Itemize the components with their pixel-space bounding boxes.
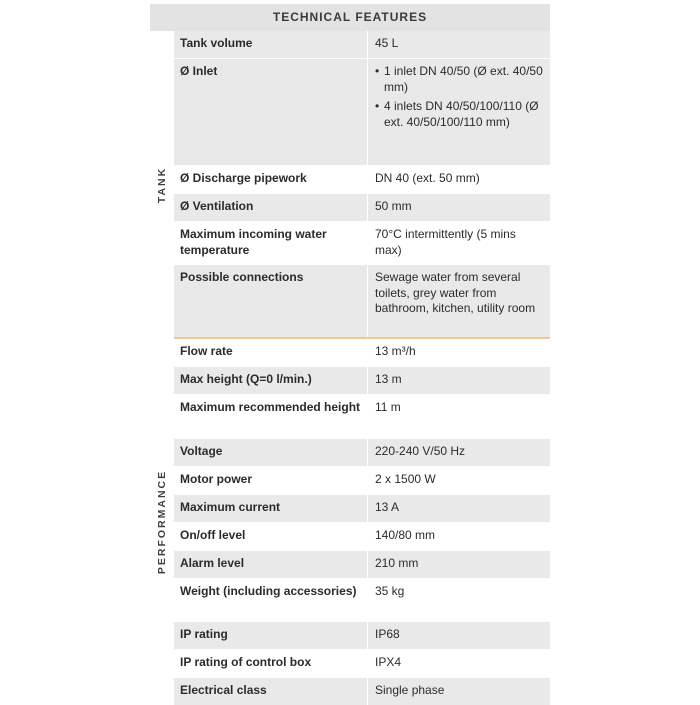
performance-rows: [174, 339, 550, 705]
feature-label: Tank volume: [174, 31, 368, 58]
feature-label: Maximum current: [174, 495, 368, 522]
feature-label: Voltage: [174, 439, 368, 466]
feature-label: Ø Inlet: [174, 59, 368, 165]
table-row: [174, 522, 550, 550]
feature-value: Sewage water from several toilets, grey water from bathroom, kitchen, utility room: [375, 270, 536, 315]
bullet-item: • 1 inlet DN 40/50 (Ø ext. 40/50 mm): [375, 64, 543, 94]
feature-value: 2 x 1500 W: [375, 472, 436, 486]
feature-label: Ø Discharge pipework: [174, 166, 368, 193]
feature-label: Maximum incoming water temperature: [174, 222, 368, 264]
feature-value: [368, 59, 550, 165]
table-row: [174, 264, 550, 337]
feature-value: 11 m: [375, 400, 401, 414]
feature-value: 35 kg: [375, 584, 405, 598]
feature-label: Max height (Q=0 l/min.): [174, 367, 368, 394]
tank-rows: [174, 31, 550, 339]
table-row: [174, 677, 550, 705]
feature-value: IP68: [375, 627, 400, 641]
feature-value: 13 m: [375, 372, 402, 386]
table-row: [174, 621, 550, 649]
table-row: [174, 438, 550, 466]
table-row: [174, 550, 550, 578]
table-row: [174, 494, 550, 522]
feature-label: On/off level: [174, 523, 368, 550]
performance-section: [150, 339, 550, 705]
feature-value: 140/80 mm: [375, 528, 436, 542]
table-row: [174, 366, 550, 394]
table-row: [174, 31, 550, 58]
feature-value: 13 A: [375, 500, 400, 514]
table-row: [174, 58, 550, 165]
feature-label: Motor power: [174, 467, 368, 494]
feature-label: IP rating of control box: [174, 650, 368, 677]
tank-section-label: TANK: [150, 31, 174, 339]
table-row: [174, 339, 550, 366]
feature-label: Possible connections: [174, 265, 368, 337]
table-row: [174, 394, 550, 438]
feature-label: Ø Ventilation: [174, 194, 368, 221]
bullet-item: • 4 inlets DN 40/50/100/110 (Ø ext. 40/50/100/110 mm): [375, 99, 539, 129]
feature-value: Single phase: [375, 683, 445, 697]
table-row: [174, 649, 550, 677]
feature-value: 210 mm: [375, 556, 419, 570]
feature-value: 50 mm: [375, 199, 412, 213]
feature-label: Weight (including accessories): [174, 579, 368, 621]
table-row: [174, 578, 550, 621]
tank-section: [150, 31, 550, 339]
performance-section-label: PERFORMANCE: [150, 339, 174, 705]
table-title: TECHNICAL FEATURES: [150, 4, 550, 31]
feature-label: Alarm level: [174, 551, 368, 578]
feature-value: 70°C intermittently (5 mins max): [375, 227, 516, 257]
table-row: [174, 466, 550, 494]
technical-features-table: [150, 4, 550, 705]
feature-label: IP rating: [174, 622, 368, 649]
feature-value: 45 L: [375, 36, 399, 50]
feature-value: 13 m³/h: [375, 344, 416, 358]
feature-label: Maximum recommended height: [174, 395, 368, 438]
table-row: [174, 221, 550, 264]
feature-label: Flow rate: [174, 339, 368, 366]
feature-value: IPX4: [375, 655, 402, 669]
feature-value: DN 40 (ext. 50 mm): [375, 171, 480, 185]
table-row: [174, 165, 550, 193]
feature-value: 220-240 V/50 Hz: [375, 444, 466, 458]
feature-label: Electrical class: [174, 678, 368, 705]
table-row: [174, 193, 550, 221]
